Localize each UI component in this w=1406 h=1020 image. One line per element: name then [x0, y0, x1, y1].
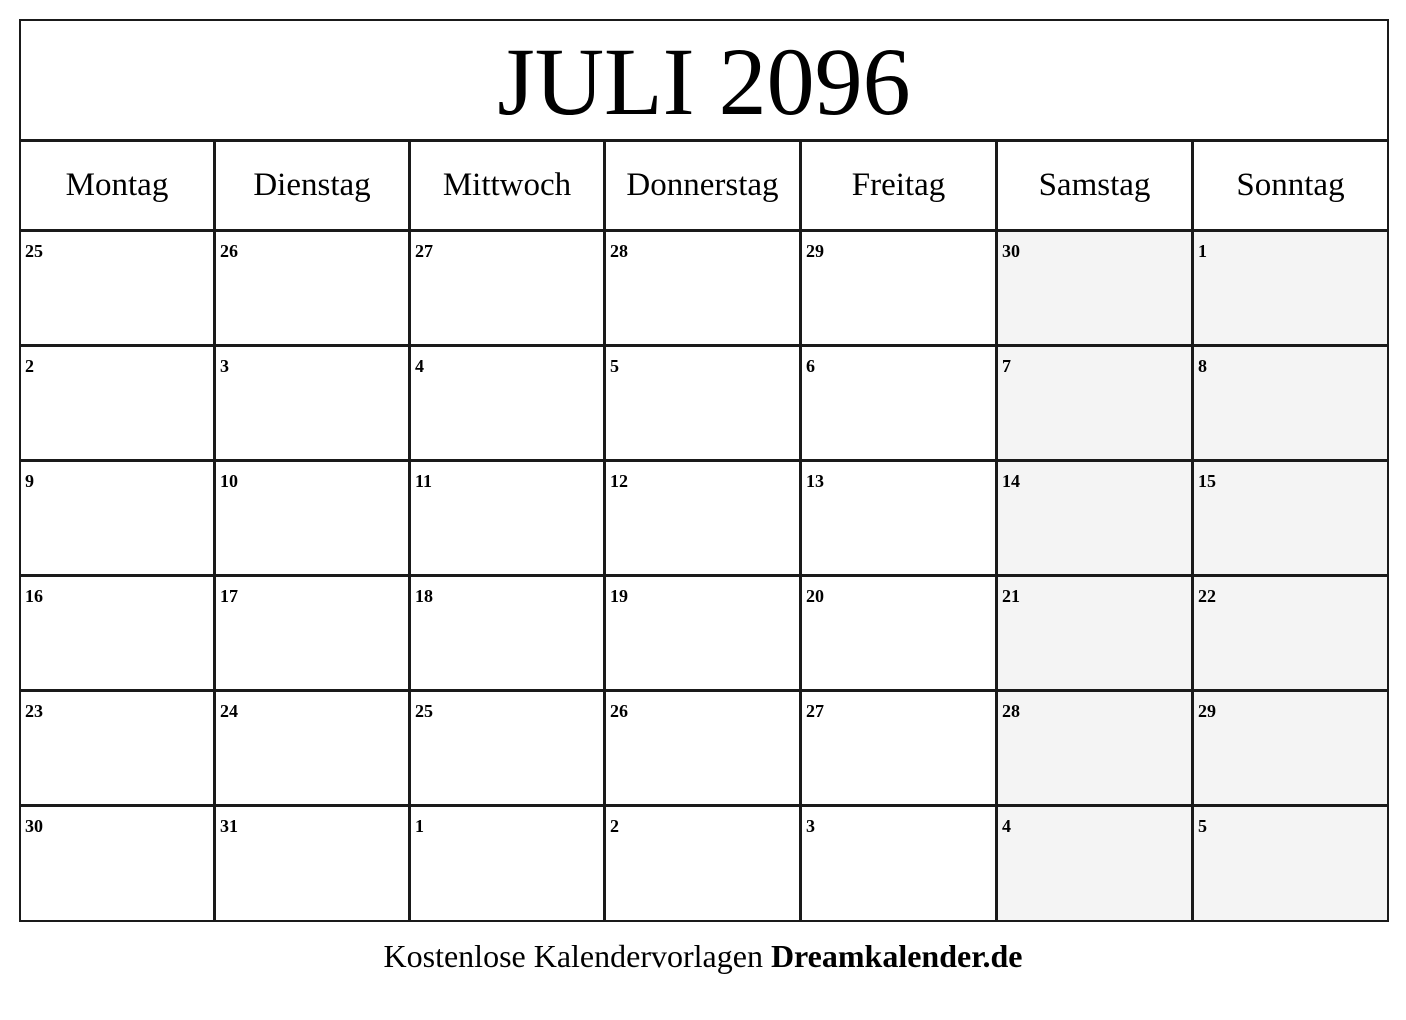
- footer-text: Kostenlose Kalendervorlagen: [383, 938, 763, 974]
- day-number: 2: [610, 816, 619, 836]
- weekday-header-samstag: Samstag: [998, 142, 1194, 232]
- day-cell: [606, 462, 802, 577]
- weekday-header-sonntag: Sonntag: [1194, 142, 1387, 232]
- day-number: 21: [1002, 586, 1020, 606]
- calendar-grid: [21, 142, 1387, 920]
- day-number: 24: [220, 701, 238, 721]
- day-cell: [216, 347, 411, 462]
- day-number: 10: [220, 471, 238, 491]
- footer-credit: [0, 938, 1406, 975]
- day-cell: [411, 807, 606, 920]
- day-cell: [21, 577, 216, 692]
- day-number: 25: [25, 241, 43, 261]
- day-number: 17: [220, 586, 238, 606]
- day-number: 16: [25, 586, 43, 606]
- day-cell-weekend: [1194, 692, 1387, 807]
- day-number: 12: [610, 471, 628, 491]
- day-number: 4: [1002, 816, 1011, 836]
- day-number: 29: [1198, 701, 1216, 721]
- day-cell-weekend: [998, 232, 1194, 347]
- day-number: 18: [415, 586, 433, 606]
- day-cell: [606, 347, 802, 462]
- day-cell-weekend: [998, 347, 1194, 462]
- day-number: 4: [415, 356, 424, 376]
- day-cell: [411, 232, 606, 347]
- day-number: 20: [806, 586, 824, 606]
- day-cell: [802, 232, 998, 347]
- day-cell: [606, 807, 802, 920]
- day-cell-weekend: [1194, 462, 1387, 577]
- day-number: 15: [1198, 471, 1216, 491]
- day-number: 5: [610, 356, 619, 376]
- day-cell-weekend: [1194, 807, 1387, 920]
- calendar: [19, 19, 1389, 922]
- day-number: 26: [610, 701, 628, 721]
- day-number: 25: [415, 701, 433, 721]
- day-cell: [21, 232, 216, 347]
- day-number: 14: [1002, 471, 1020, 491]
- day-number: 31: [220, 816, 238, 836]
- day-cell: [216, 577, 411, 692]
- day-number: 27: [415, 241, 433, 261]
- day-number: 26: [220, 241, 238, 261]
- day-cell: [802, 347, 998, 462]
- day-cell: [411, 462, 606, 577]
- day-number: 9: [25, 471, 34, 491]
- weekday-header-dienstag: Dienstag: [216, 142, 411, 232]
- day-cell-weekend: [1194, 232, 1387, 347]
- day-cell-weekend: [998, 807, 1194, 920]
- weekday-header-montag: Montag: [21, 142, 216, 232]
- day-cell-weekend: [998, 577, 1194, 692]
- day-cell: [802, 692, 998, 807]
- day-number: 6: [806, 356, 815, 376]
- day-number: 3: [220, 356, 229, 376]
- day-number: 11: [415, 471, 433, 491]
- day-cell-weekend: [998, 692, 1194, 807]
- day-number: 29: [806, 241, 824, 261]
- day-cell-weekend: [998, 462, 1194, 577]
- day-cell-weekend: [1194, 347, 1387, 462]
- weekday-header-mittwoch: Mittwoch: [411, 142, 606, 232]
- day-number: 28: [1002, 701, 1020, 721]
- day-number: 28: [610, 241, 628, 261]
- day-cell: [411, 577, 606, 692]
- day-cell: [21, 462, 216, 577]
- day-number: 23: [25, 701, 43, 721]
- day-cell: [802, 807, 998, 920]
- day-cell-weekend: [1194, 577, 1387, 692]
- day-cell: [411, 692, 606, 807]
- day-cell: [411, 347, 606, 462]
- day-number: 2: [25, 356, 34, 376]
- day-number: 7: [1002, 356, 1011, 376]
- day-cell: [216, 692, 411, 807]
- day-cell: [606, 692, 802, 807]
- day-number: 13: [806, 471, 824, 491]
- day-number: 1: [415, 816, 424, 836]
- weekday-header-freitag: Freitag: [802, 142, 998, 232]
- day-number: 8: [1198, 356, 1207, 376]
- day-number: 19: [610, 586, 628, 606]
- day-cell: [216, 462, 411, 577]
- day-number: 3: [806, 816, 815, 836]
- day-cell: [802, 577, 998, 692]
- day-number: 22: [1198, 586, 1216, 606]
- day-cell: [21, 807, 216, 920]
- day-cell: [606, 577, 802, 692]
- day-number: 30: [25, 816, 43, 836]
- weekday-header-donnerstag: Donnerstag: [606, 142, 802, 232]
- calendar-title: JULI 2096: [497, 28, 911, 135]
- day-number: 1: [1198, 241, 1207, 261]
- title-bar: [21, 21, 1387, 142]
- day-cell: [21, 347, 216, 462]
- footer-brand-link[interactable]: Dreamkalender.de: [770, 938, 1023, 974]
- day-number: 30: [1002, 241, 1020, 261]
- day-number: 27: [806, 701, 824, 721]
- day-number: 5: [1198, 816, 1207, 836]
- day-cell: [606, 232, 802, 347]
- day-cell: [21, 692, 216, 807]
- day-cell: [216, 807, 411, 920]
- day-cell: [216, 232, 411, 347]
- day-cell: [802, 462, 998, 577]
